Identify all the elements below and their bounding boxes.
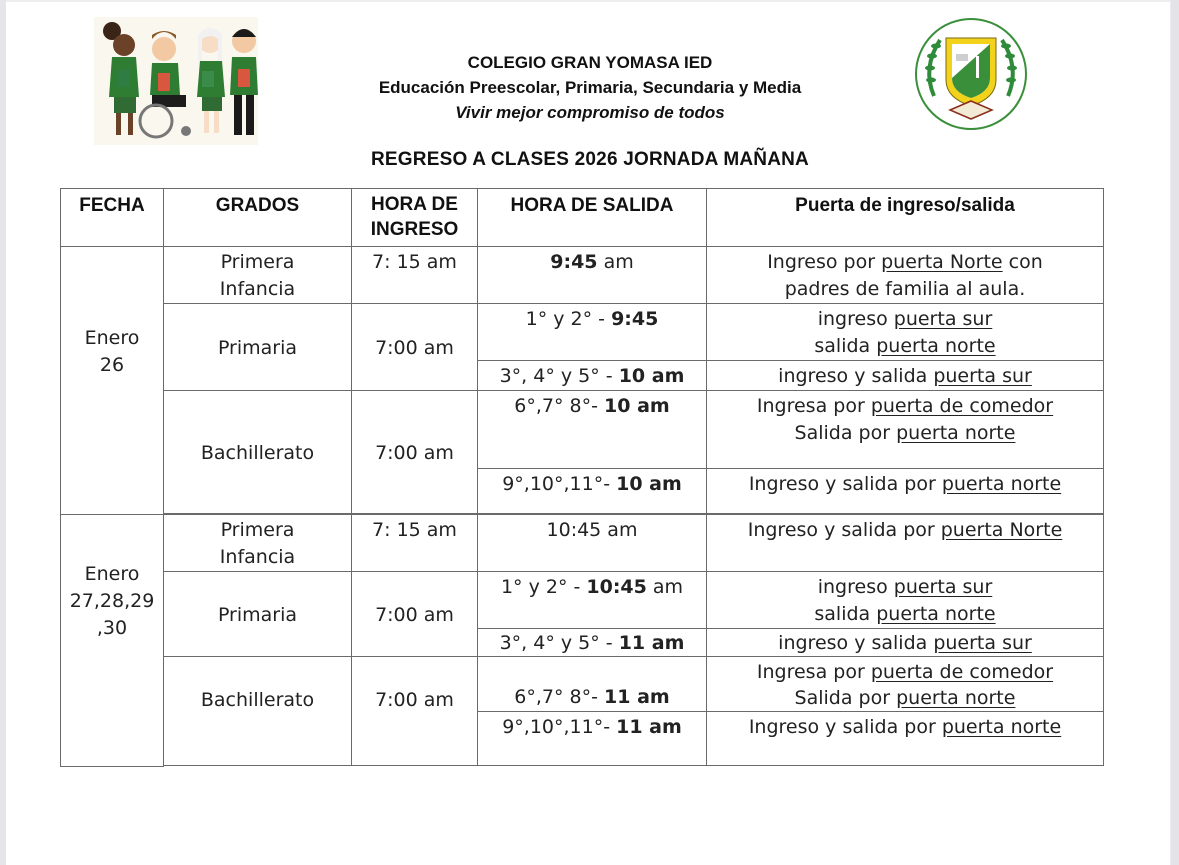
cell-line: padres de familia al aula. (784, 278, 1026, 300)
cell-text: puerta Norte (940, 519, 1063, 541)
ingreso-time: 7: 15 am (352, 515, 478, 572)
cell-line (711, 685, 1099, 711)
puerta-info (707, 391, 1104, 469)
cell-text: 3°, 4° y 5° - (499, 632, 619, 654)
cell-text: 6°,7° 8°- (514, 686, 605, 708)
cell-line (711, 393, 1099, 420)
puerta-info (707, 304, 1104, 361)
grado-primera-infancia: Primera Infancia (164, 515, 352, 572)
puerta-info (707, 469, 1104, 514)
cell-text: 1° y 2° - (525, 308, 612, 330)
cell-text: 10 am (604, 395, 670, 417)
puerta-info (707, 247, 1104, 304)
document-title: REGRESO A CLASES 2026 JORNADA MAÑANA (371, 149, 809, 170)
cell-text: con (1002, 251, 1043, 273)
puerta-info (707, 629, 1104, 657)
cell-text: 9:45 (611, 308, 659, 330)
cell-text: 11 am (604, 686, 670, 708)
grado-primaria: Primaria (164, 304, 352, 391)
cell-text: puerta norte (941, 716, 1062, 738)
cell-text: Ingreso y salida por (747, 519, 941, 541)
header-hora-ingreso: HORA DE INGRESO (352, 189, 478, 247)
school-crest-icon (912, 16, 1030, 132)
cell-line (711, 420, 1099, 447)
cell-text: Ingreso y salida por (748, 473, 942, 495)
cell-text: 11 am (618, 632, 685, 654)
cell-text: salida (814, 335, 877, 357)
cell-text: 11 am (616, 716, 682, 738)
grado-primera-infancia: Primera Infancia (164, 247, 352, 304)
page-left-edge (0, 0, 6, 865)
cell-line (711, 249, 1099, 276)
cell-text: puerta norte (896, 687, 1016, 709)
cell-text: 6°,7° 8°- (514, 395, 605, 417)
cell-line (711, 659, 1099, 685)
salida-time (478, 572, 707, 629)
cell-text: puerta sur (933, 632, 1032, 654)
header-fecha: FECHA (61, 189, 164, 247)
cell-text: Salida por (794, 422, 897, 444)
cell-text: ingreso y salida (778, 632, 934, 654)
cell-line (711, 601, 1099, 628)
page-top-edge (0, 0, 1179, 2)
cell-text: puerta norte (876, 335, 996, 357)
header-grados: GRADOS (164, 189, 352, 247)
cell-text: 10 am (616, 473, 682, 495)
cell-text: Ingresa por (756, 661, 871, 683)
ingreso-time: 7:00 am (352, 304, 478, 391)
header-row (61, 189, 1104, 247)
ingreso-time: 7:00 am (352, 391, 478, 514)
cell-text: 10:45 (586, 576, 647, 598)
grado-bachillerato: Bachillerato (164, 657, 352, 766)
cell-text: puerta norte (896, 422, 1016, 444)
schedule-table (60, 188, 1104, 767)
cell-text: puerta norte (941, 473, 1062, 495)
cell-text: Ingreso por (767, 251, 882, 273)
cell-text: puerta de comedor (870, 661, 1054, 683)
cell-text: Ingresa por (756, 395, 871, 417)
ingreso-time: 7:00 am (352, 572, 478, 657)
puerta-info (707, 712, 1104, 766)
cell-text: ingreso y salida (778, 365, 934, 387)
grado-bachillerato: Bachillerato (164, 391, 352, 514)
date-cell-day1: Enero 26 (61, 247, 164, 515)
cell-line (711, 574, 1099, 601)
puerta-info (707, 657, 1104, 712)
cell-text: 3°, 4° y 5° - (499, 365, 619, 387)
salida-time: 10:45 am (478, 515, 707, 572)
cell-text: puerta de comedor (870, 395, 1054, 417)
puerta-info (707, 572, 1104, 629)
school-motto: Vivir mejor compromiso de todos (455, 103, 725, 122)
puerta-info (707, 361, 1104, 391)
salida-time (478, 469, 707, 514)
puerta-info (707, 515, 1104, 572)
cell-text: 9°,10°,11°- (502, 716, 617, 738)
cell-text: puerta Norte (881, 251, 1003, 273)
salida-time (478, 657, 707, 712)
cell-text: am (597, 251, 634, 273)
ingreso-time: 7: 15 am (352, 247, 478, 304)
salida-time (478, 304, 707, 361)
cell-text: am (646, 576, 684, 598)
table-row (61, 391, 1104, 469)
salida-time (478, 361, 707, 391)
table-row (61, 247, 1104, 304)
salida-time (478, 712, 707, 766)
cell-text: puerta norte (876, 603, 996, 625)
table-row (61, 572, 1104, 629)
header-puerta: Puerta de ingreso/salida (707, 189, 1104, 247)
cell-text: 10 am (618, 365, 685, 387)
table-row (61, 657, 1104, 712)
cell-line (711, 306, 1099, 333)
cell-line (711, 333, 1099, 360)
table-row (61, 515, 1104, 572)
cell-text: Ingreso y salida por (748, 716, 942, 738)
cell-text: ingreso (817, 576, 894, 598)
salida-time (478, 391, 707, 469)
cell-text: 9°,10°,11°- (502, 473, 617, 495)
cell-text: puerta sur (893, 576, 993, 598)
page-right-edge (1170, 0, 1179, 865)
salida-time (478, 247, 707, 304)
ingreso-time: 7:00 am (352, 657, 478, 766)
grado-primaria: Primaria (164, 572, 352, 657)
cell-text: 9:45 (550, 251, 598, 273)
date-cell-day2: Enero 27,28,29 ,30 (61, 515, 164, 767)
students-illustration-icon (94, 17, 258, 145)
header-hora-salida: HORA DE SALIDA (478, 189, 707, 247)
education-levels: Educación Preescolar, Primaria, Secundaria y Media (378, 78, 802, 97)
cell-text: ingreso (817, 308, 894, 330)
cell-text: salida (814, 603, 877, 625)
cell-text: puerta sur (933, 365, 1032, 387)
table-row (61, 304, 1104, 361)
cell-text: Salida por (794, 687, 897, 709)
salida-time (478, 629, 707, 657)
cell-text: puerta sur (893, 308, 993, 330)
cell-text: 1° y 2° - (500, 576, 587, 598)
school-name: COLEGIO GRAN YOMASA IED (467, 53, 713, 72)
